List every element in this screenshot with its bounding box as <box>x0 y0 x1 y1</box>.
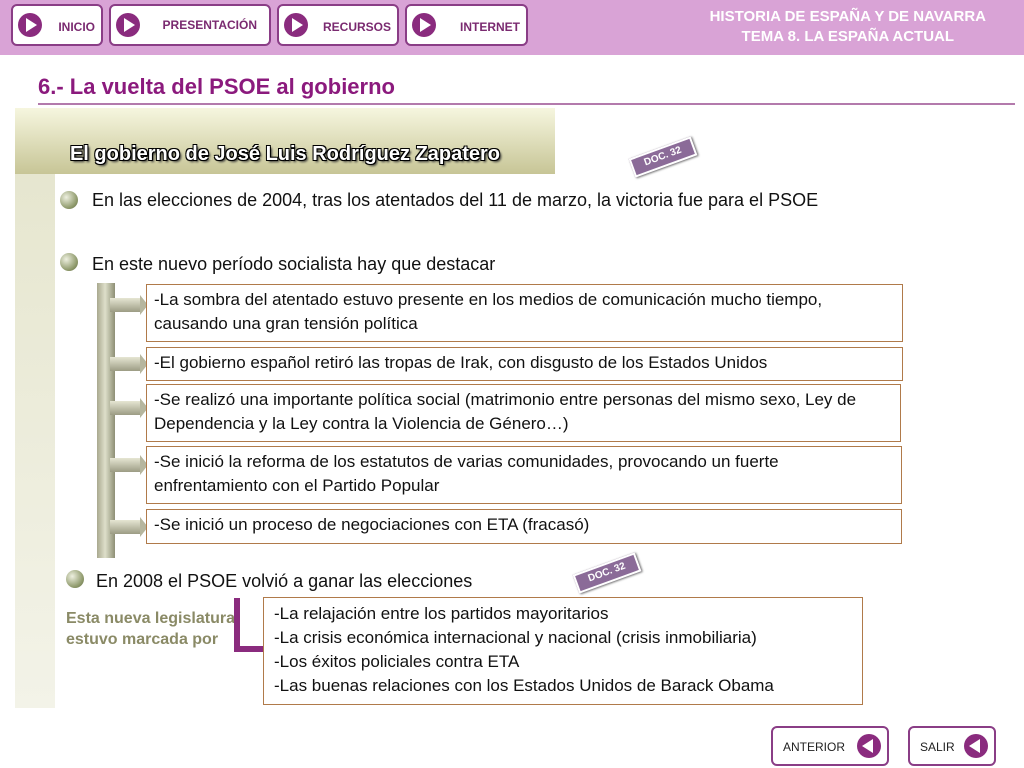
point-box-estatutos: -Se inició la reforma de los estatutos de varias comunidades, provocando un fuerte enfrentamiento con el Partido Popular <box>146 446 902 504</box>
point-box-politica-social: -Se realizó una importante política social (matrimonio entre personas del mismo sexo, Ley de Dependencia y la Ley contra la Violencia de Género…) <box>146 384 901 442</box>
point-box-atentado: -La sombra del atentado estuvo presente en los medios de comunicación mucho tiempo, causando una gran tensión política <box>146 284 903 342</box>
legislatura-box <box>263 597 863 705</box>
legislatura-item: -La crisis económica internacional y nacional (crisis inmobiliaria) <box>274 628 757 647</box>
nav-inicio-label: INICIO <box>58 20 95 34</box>
doc-32-link[interactable]: DOC. 32 <box>573 552 642 593</box>
bullet-icon <box>60 253 78 271</box>
connector-arrow-icon <box>110 458 140 472</box>
section-header <box>15 108 555 174</box>
left-decorative-column <box>15 172 55 708</box>
nav-inicio-button[interactable] <box>11 4 103 46</box>
connector-arrow-icon <box>110 401 140 415</box>
legislatura-item: -Las buenas relaciones con los Estados Unidos de Barack Obama <box>274 676 774 695</box>
bullet-icon <box>66 570 84 588</box>
nav-recursos-button[interactable] <box>277 4 399 46</box>
play-arrow-icon <box>284 13 308 37</box>
bullet-text-2004: En las elecciones de 2004, tras los atentados del 11 de marzo, la victoria fue para el PSOE <box>92 190 819 210</box>
section-title: El gobierno de José Luis Rodríguez Zapatero <box>69 143 501 165</box>
anterior-button[interactable] <box>771 726 889 766</box>
legislatura-item: -La relajación entre los partidos mayoritarios <box>274 604 609 623</box>
course-title <box>710 7 986 47</box>
play-arrow-icon <box>116 13 140 37</box>
doc-32-link[interactable]: DOC. 32 <box>629 136 698 177</box>
back-arrow-icon <box>857 734 881 758</box>
play-arrow-icon <box>412 13 436 37</box>
page-title: 6.- La vuelta del PSOE al gobierno <box>38 74 395 99</box>
connector-arrow-icon <box>110 520 140 534</box>
anterior-label: ANTERIOR <box>783 740 846 754</box>
title-divider <box>38 103 1015 105</box>
point-box-irak: -El gobierno español retiró las tropas de Irak, con disgusto de los Estados Unidos <box>146 347 903 381</box>
connector-bar <box>97 283 115 558</box>
legislatura-note: Esta nueva legislatura estuvo marcada por <box>66 610 235 648</box>
course-title-line2: TEMA 8. LA ESPAÑA ACTUAL <box>741 28 955 45</box>
legislatura-item: -Los éxitos policiales contra ETA <box>274 652 520 671</box>
bullet-icon <box>60 191 78 209</box>
bullet-text-periodo: En este nuevo período socialista hay que destacar <box>92 254 496 274</box>
play-arrow-icon <box>18 13 42 37</box>
nav-recursos-label: RECURSOS <box>322 20 391 34</box>
back-arrow-icon <box>964 734 988 758</box>
salir-label: SALIR <box>920 740 955 754</box>
nav-internet-button[interactable] <box>405 4 528 46</box>
course-title-line1: HISTORIA DE ESPAÑA Y DE NAVARRA <box>709 8 986 25</box>
bullet-text-2008: En 2008 el PSOE volvió a ganar las elecciones <box>96 571 473 591</box>
point-box-eta: -Se inició un proceso de negociaciones con ETA (fracasó) <box>146 509 902 544</box>
connector-arrow-icon <box>110 298 140 312</box>
nav-internet-label: INTERNET <box>460 20 520 34</box>
salir-button[interactable] <box>908 726 996 766</box>
connector-arrow-icon <box>110 357 140 371</box>
nav-presentacion-label: PRESENTACIÓN <box>162 18 257 32</box>
nav-presentacion-button[interactable] <box>109 4 271 46</box>
